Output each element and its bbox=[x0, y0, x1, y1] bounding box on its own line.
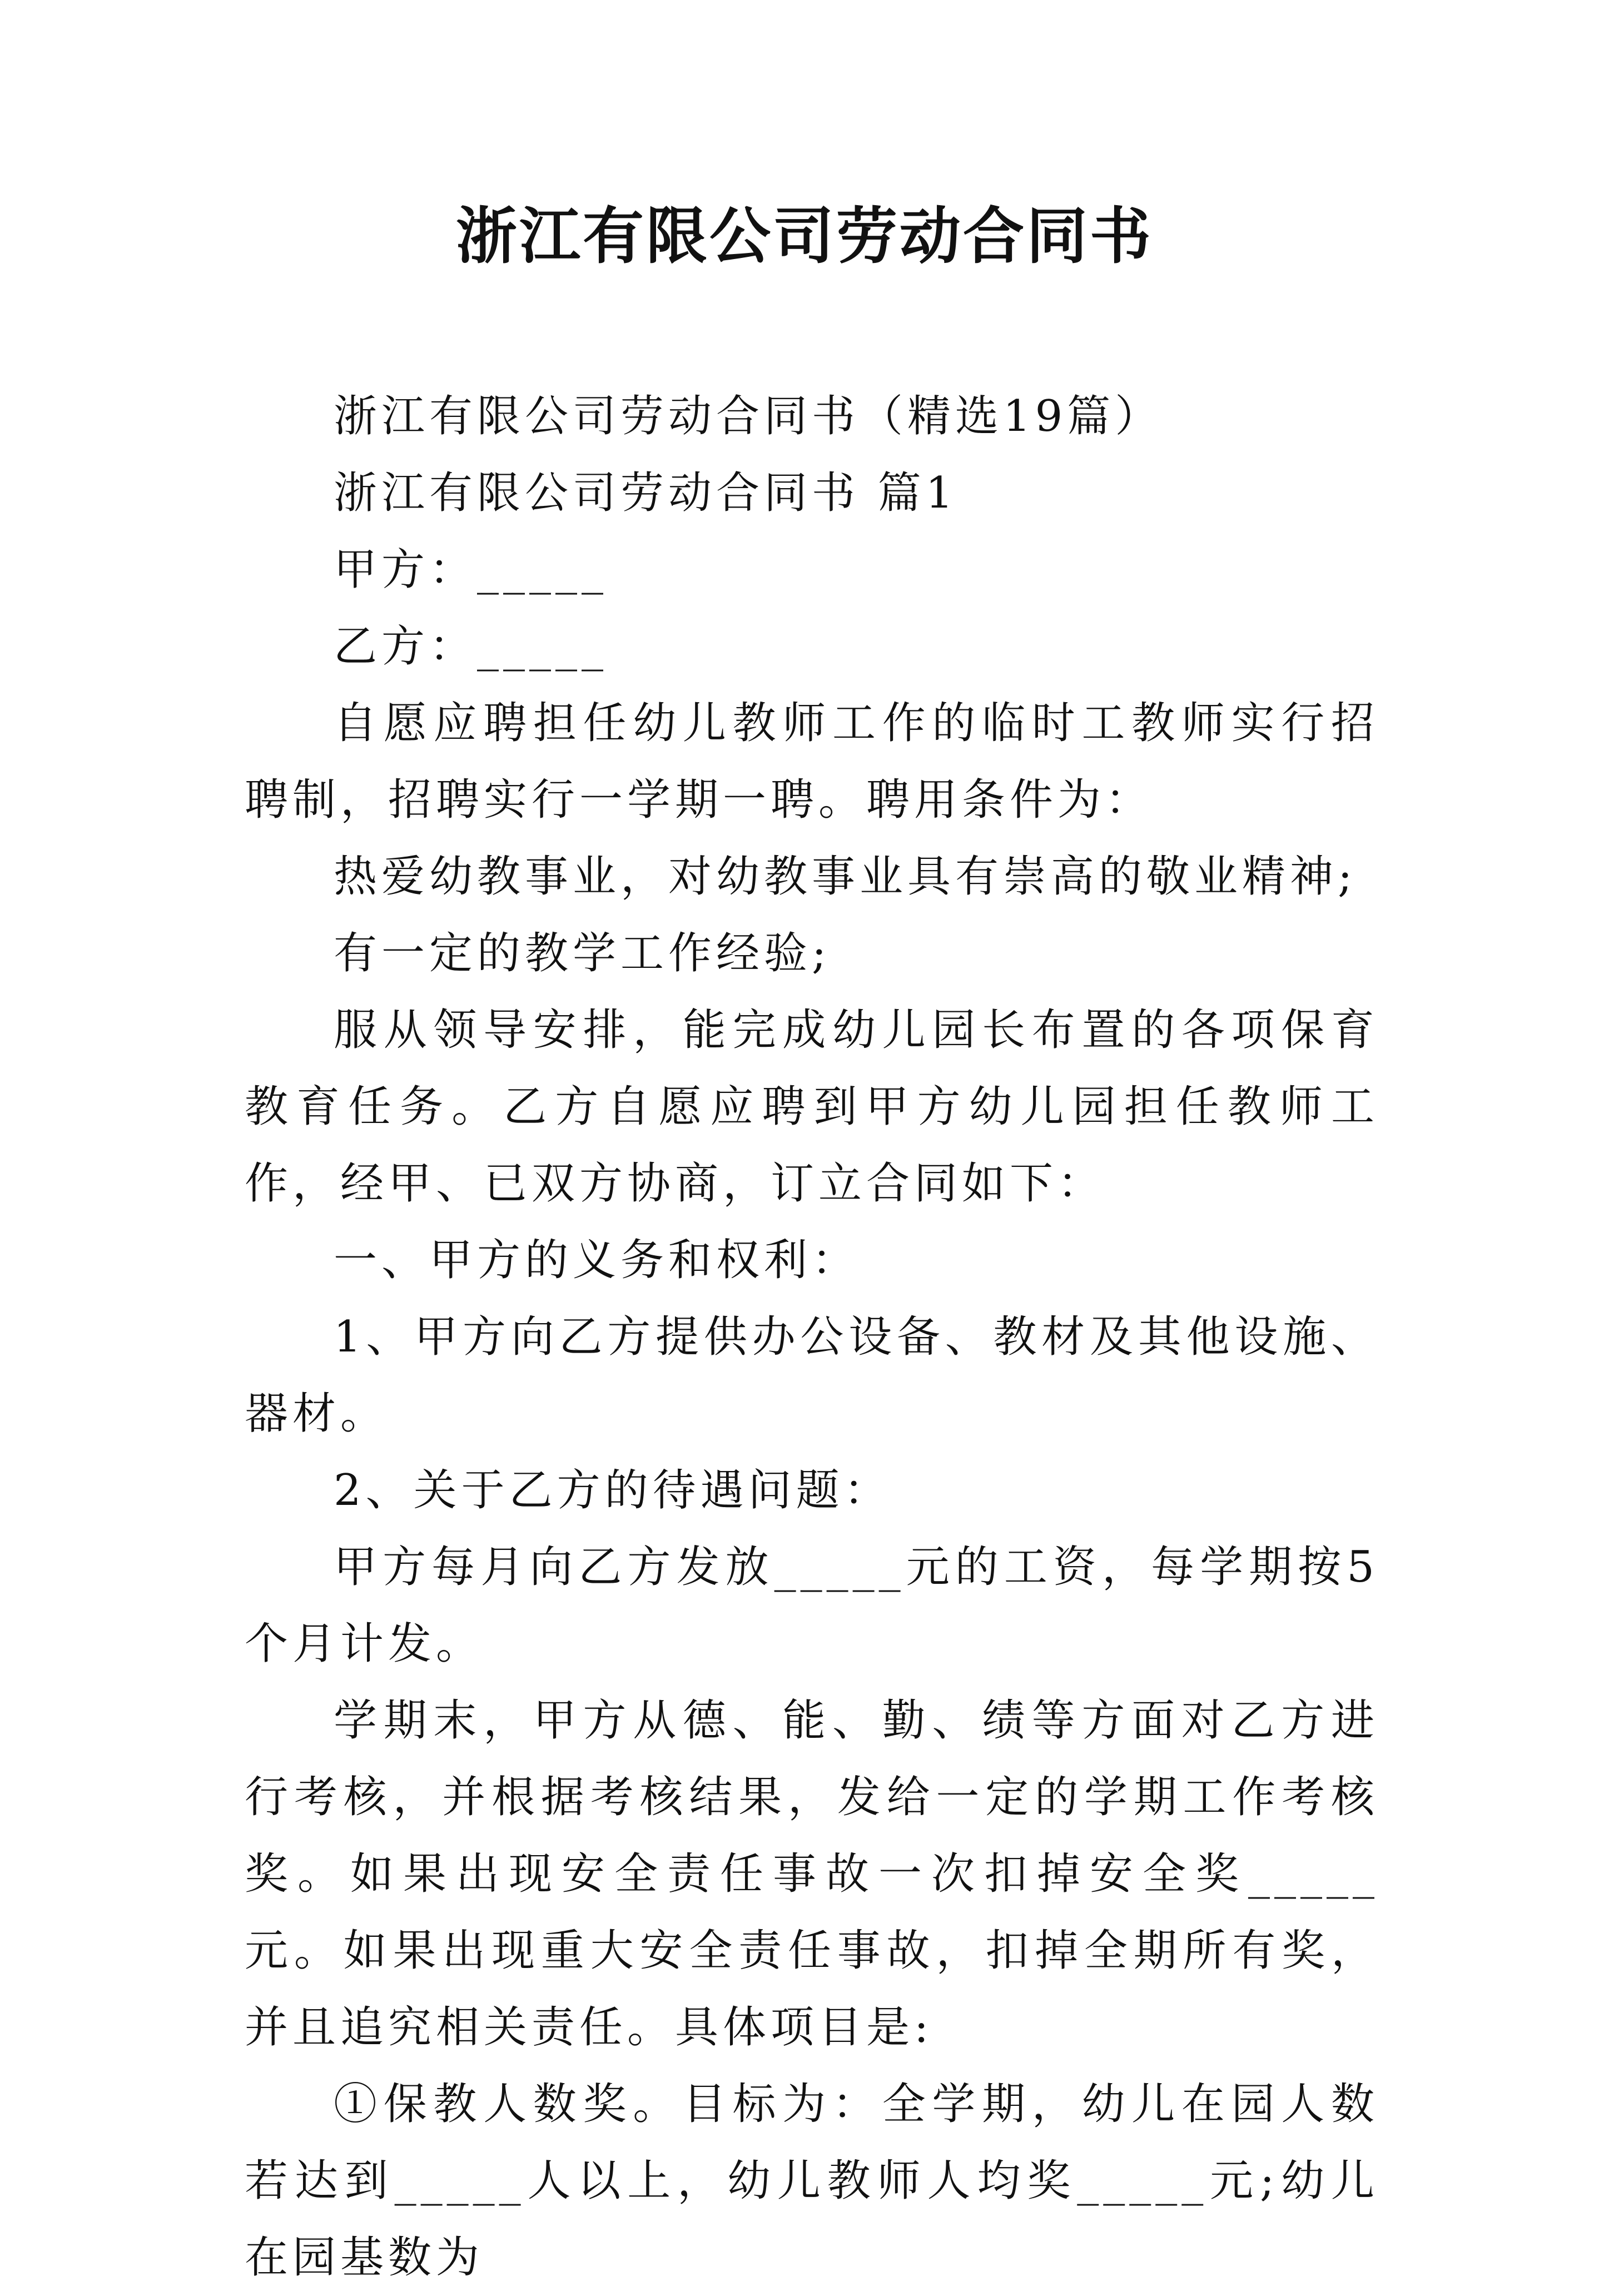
party-b-line: 乙方：_____ bbox=[334, 622, 608, 672]
paragraph-award-1: ①保教人数奖。目标为：全学期，幼儿在园人数若达到_____人以上，幼儿教师人均奖_____元;幼儿在园基数为 bbox=[245, 2079, 1379, 2283]
paragraph-subtitle: 浙江有限公司劳动合同书（精选19篇） bbox=[334, 391, 1163, 441]
paragraph-salary: 甲方每月向乙方发放_____元的工资，每学期按5个月计发。 bbox=[245, 1542, 1379, 1669]
paragraph-section-heading: 浙江有限公司劳动合同书 篇1 bbox=[334, 468, 958, 518]
paragraph-condition-1: 热爱幼教事业，对幼教事业具有崇高的敬业精神; bbox=[334, 852, 1357, 902]
document-title: 浙江有限公司劳动合同书 bbox=[456, 200, 1153, 272]
document-body bbox=[245, 378, 1379, 2296]
paragraph-intro: 自愿应聘担任幼儿教师工作的临时工教师实行招聘制，招聘实行一学期一聘。聘用条件为： bbox=[245, 698, 1379, 825]
party-a-line: 甲方：_____ bbox=[334, 545, 608, 595]
paragraph-condition-3: 服从领导安排，能完成幼儿园长布置的各项保育教育任务。乙方自愿应聘到甲方幼儿园担任教师工作，经甲、已双方协商，订立合同如下： bbox=[245, 1005, 1379, 1209]
paragraph-assessment: 学期末，甲方从德、能、勤、绩等方面对乙方进行考核，并根据考核结果，发给一定的学期工作考核奖。如果出现安全责任事故一次扣掉安全奖_____元。如果出现重大安全责任事故，扣掉全期所有奖，并且追究相关责任。具体项目是: bbox=[245, 1696, 1379, 2053]
paragraph-item-1: 1、甲方向乙方提供办公设备、教材及其他设施、器材。 bbox=[245, 1312, 1379, 1439]
paragraph-condition-2: 有一定的教学工作经验; bbox=[334, 928, 831, 978]
paragraph-obligations-heading: 一、甲方的义务和权利： bbox=[334, 1235, 860, 1285]
paragraph-item-2: 2、关于乙方的待遇问题： bbox=[334, 1465, 892, 1515]
